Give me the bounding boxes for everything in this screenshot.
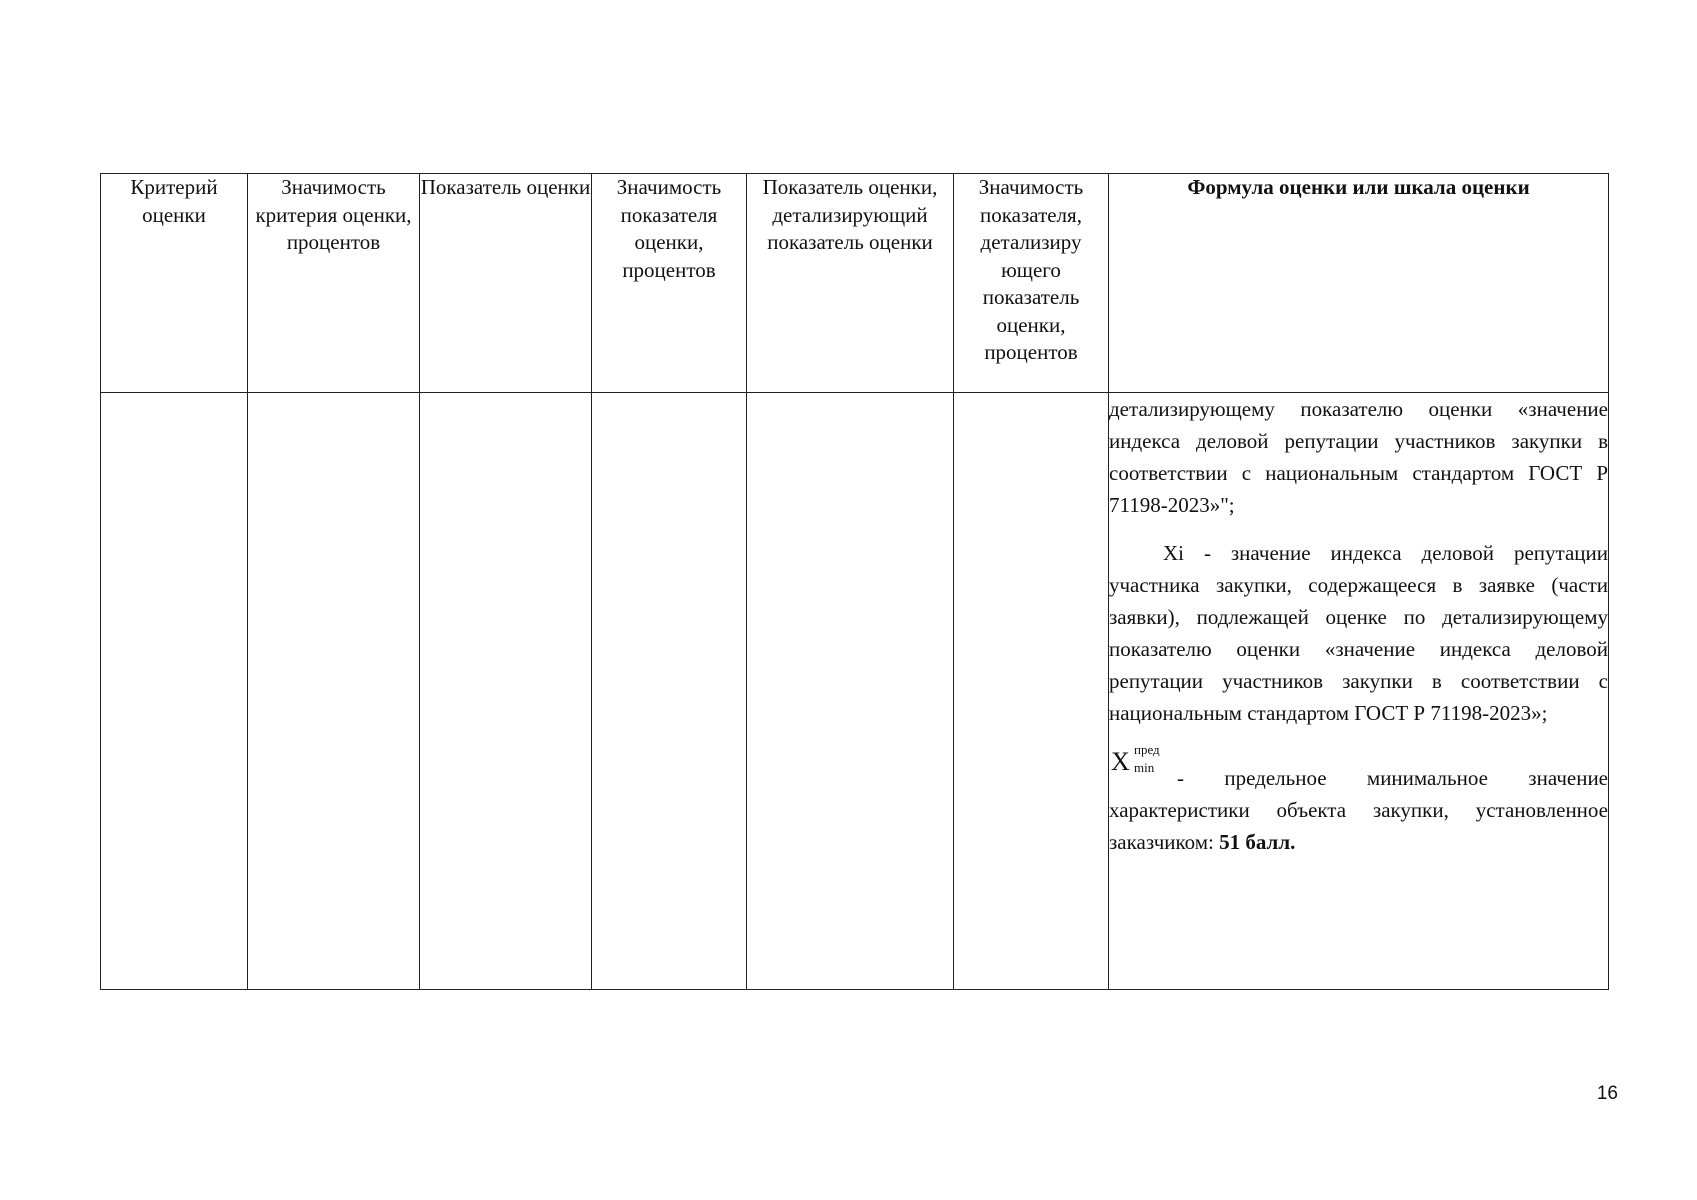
page-number: 16 <box>1596 1083 1618 1104</box>
cell-criterion-weight <box>248 393 420 990</box>
header-detailing-indicator-weight: Значимость показателя, детализиру ющего показатель оценки, процентов <box>954 174 1109 393</box>
formula-paragraph-3-text: - предельное минимальное значение характеристики объекта закупки, установленное заказчиком: <box>1109 766 1608 854</box>
header-detailing-indicator: Показатель оценки, детализирующий показатель оценки <box>747 174 954 393</box>
symbol-main: X <box>1111 747 1130 776</box>
cell-criterion <box>101 393 248 990</box>
cell-detailing-indicator <box>747 393 954 990</box>
formula-paragraph-2: Xi - значение индекса деловой репутации участника закупки, содержащееся в заявке (части заявки), подлежащей оценке по детализирующему показателю оценки «значение индекса деловой репутации участников закупки в соответствии с национальным стандартом ГОСТ Р 71198-2023»; <box>1109 541 1608 725</box>
cell-indicator-weight <box>592 393 747 990</box>
cell-detailing-indicator-weight <box>954 393 1109 990</box>
header-criterion-weight: Значимость критерия оценки, процентов <box>248 174 420 393</box>
cell-indicator <box>420 393 592 990</box>
formula-paragraph-1: детализирующему показателю оценки «значение индекса деловой репутации участников закупки в соответствии с национальным стандартом ГОСТ Р 71198-2023»"; <box>1109 397 1608 517</box>
x-pred-min-symbol <box>1109 742 1173 785</box>
criteria-table <box>100 173 1609 990</box>
table-row <box>101 393 1609 990</box>
header-formula: Формула оценки или шкала оценки <box>1109 174 1609 393</box>
cell-formula <box>1109 393 1609 990</box>
formula-paragraph-3 <box>1109 742 1608 858</box>
header-indicator-weight: Значимость показателя оценки, процентов <box>592 174 747 393</box>
table-header-row <box>101 174 1609 393</box>
symbol-subscript: min <box>1134 760 1155 775</box>
header-indicator: Показатель оценки <box>420 174 592 393</box>
threshold-value: 51 балл. <box>1219 830 1296 854</box>
symbol-superscript: пред <box>1134 742 1160 757</box>
header-criterion: Критерий оценки <box>101 174 248 393</box>
